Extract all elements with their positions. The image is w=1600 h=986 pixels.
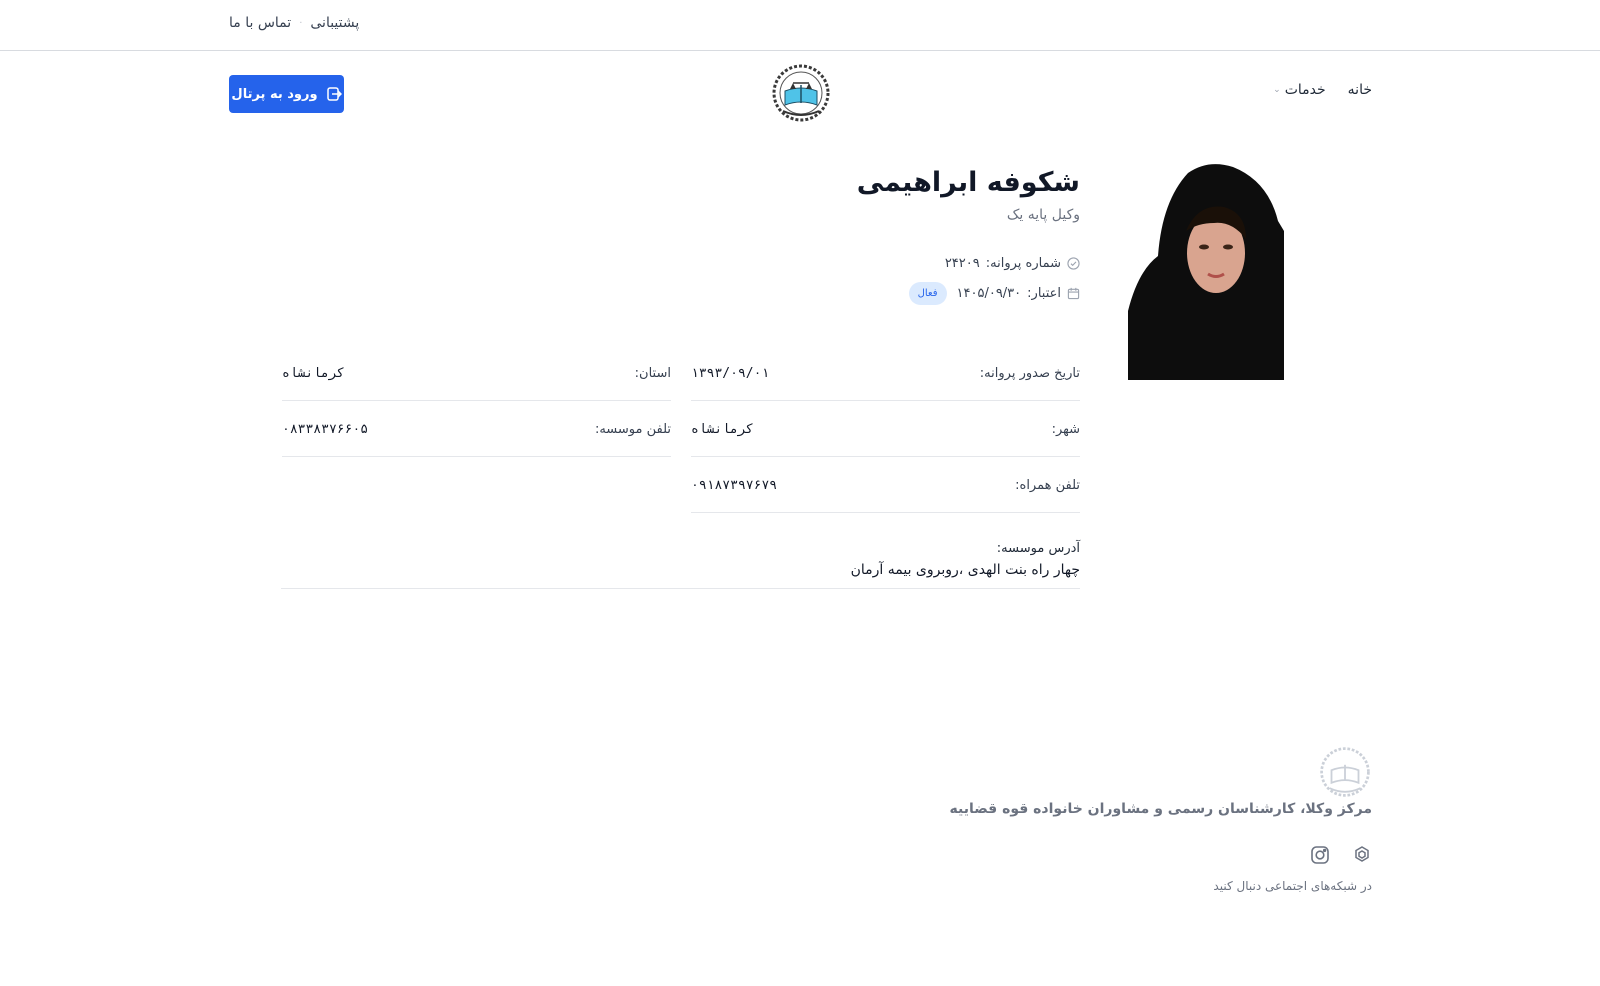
support-link[interactable]: پشتیبانی (310, 15, 360, 31)
footer-org-name: مرکز وکلا، کارشناسان رسمی و مشاوران خانواده قوه قضاییه (949, 801, 1372, 817)
province-value: کرمانشاه (282, 366, 345, 381)
empty-cell (282, 457, 671, 513)
validity-row (680, 281, 1080, 305)
city-value: کرمانشاه (691, 422, 754, 437)
nav-services-label: خدمات (1284, 82, 1326, 98)
lawyer-photo (1128, 161, 1284, 380)
details-row (281, 345, 1080, 401)
lawyer-title: وکیل پایه یک (1006, 207, 1080, 223)
footer-logo (1318, 745, 1372, 799)
details-grid (281, 345, 1080, 589)
rubika-icon[interactable] (1352, 845, 1372, 869)
instagram-icon[interactable] (1310, 845, 1330, 869)
address-field (281, 513, 1080, 589)
login-icon (326, 86, 342, 102)
social-links (812, 845, 1372, 869)
main-header (0, 52, 1600, 136)
lawyer-name: شکوفه ابراهیمی (856, 167, 1080, 198)
separator-dot: · (299, 17, 303, 29)
nav-services[interactable] (1273, 82, 1326, 98)
province-field (282, 345, 671, 401)
chevron-down-icon: ⌄ (1273, 85, 1281, 95)
details-row (281, 457, 1080, 513)
province-label: استان: (634, 366, 671, 381)
profile-meta (680, 251, 1080, 305)
office-phone-field (282, 401, 671, 457)
status-badge: فعال (909, 282, 947, 305)
profile-summary (680, 165, 1080, 305)
mobile-field (691, 457, 1080, 513)
check-circle-icon (1067, 257, 1080, 270)
judiciary-logo[interactable] (771, 63, 831, 123)
follow-text: در شبکه‌های اجتماعی دنبال کنید (1213, 879, 1372, 893)
portal-login-label: ورود به پرتال (231, 86, 318, 102)
issue-date-label: تاریخ صدور پروانه: (979, 366, 1080, 381)
issue-date-value: ۱۳۹۳/۰۹/۰۱ (691, 366, 770, 381)
address-value: چهار راه بنت الهدی ،روبروی بیمه آرمان (850, 562, 1080, 578)
license-row (680, 251, 1080, 275)
mobile-value: ۰۹۱۸۷۳۹۷۶۷۹ (691, 478, 778, 493)
city-field (691, 401, 1080, 457)
portal-login-button[interactable] (229, 75, 344, 113)
contact-link[interactable]: تماس با ما (229, 15, 292, 31)
address-label: آدرس موسسه: (996, 541, 1080, 556)
issue-date-field (691, 345, 1080, 401)
top-links (229, 15, 359, 31)
details-row (281, 401, 1080, 457)
calendar-icon (1067, 287, 1080, 300)
main-nav (1273, 82, 1372, 98)
office-phone-label: تلفن موسسه: (594, 422, 671, 437)
validity-label: اعتبار: (1027, 285, 1061, 301)
footer (812, 745, 1372, 893)
license-value: ۲۴۲۰۹ (944, 255, 980, 271)
top-bar (0, 0, 1600, 51)
city-label: شهر: (1051, 422, 1080, 437)
license-label: شماره پروانه: (985, 255, 1061, 271)
nav-home[interactable]: خانه (1347, 82, 1372, 98)
mobile-label: تلفن همراه: (1015, 478, 1080, 493)
validity-value: ۱۴۰۵/۰۹/۳۰ (956, 285, 1022, 301)
office-phone-value: ۰۸۳۳۸۳۷۶۶۰۵ (282, 422, 369, 437)
